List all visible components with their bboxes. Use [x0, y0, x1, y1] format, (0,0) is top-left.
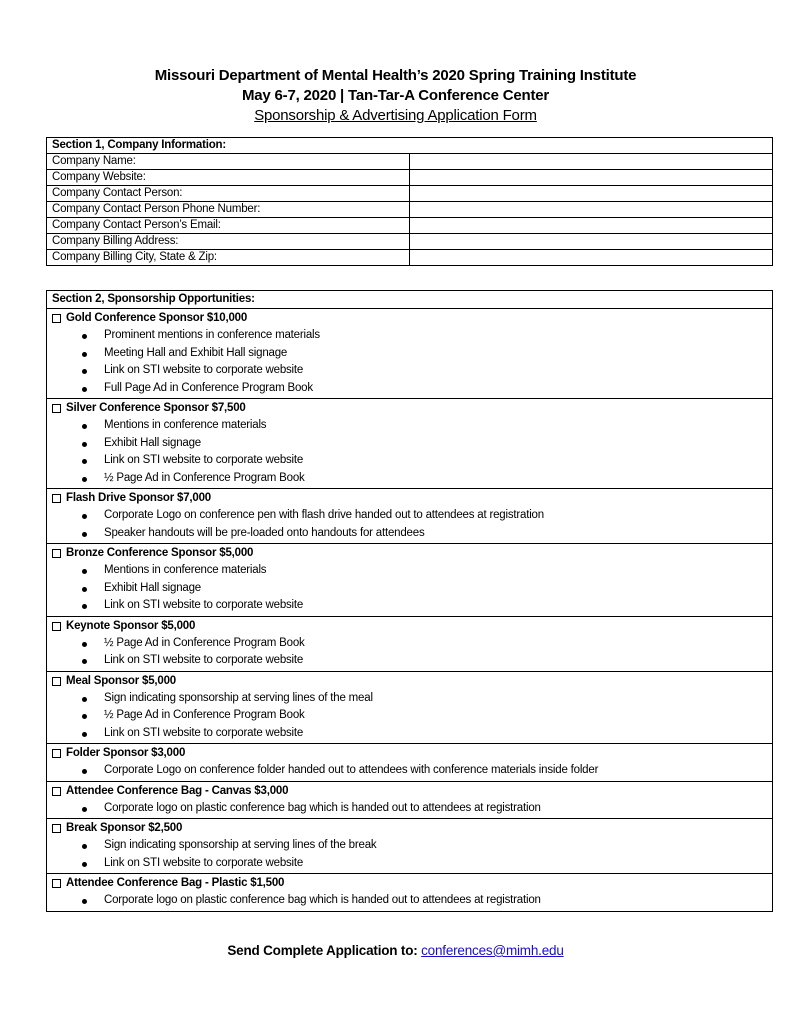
benefit-item: Full Page Ad in Conference Program Book: [52, 380, 772, 398]
benefit-item: Exhibit Hall signage: [52, 435, 772, 453]
sponsorship-checkbox[interactable]: [52, 314, 61, 323]
sponsorship-cell: [47, 544, 773, 617]
company-field-input[interactable]: [410, 154, 773, 170]
sponsorship-row: [47, 616, 773, 671]
sponsorship-checkbox[interactable]: [52, 749, 61, 758]
sponsorship-checkbox[interactable]: [52, 404, 61, 413]
benefit-item: Link on STI website to corporate website: [52, 362, 772, 380]
sponsorship-cell: [47, 671, 773, 744]
event-date-location: May 6-7, 2020 | Tan-Tar-A Conference Center: [241, 87, 550, 104]
company-field-label: Company Contact Person Phone Number:: [47, 202, 410, 218]
section2-header-row: [47, 291, 773, 309]
benefit-item: Corporate Logo on conference pen with flash drive handed out to attendees at registration: [52, 507, 772, 525]
sponsorship-row: [47, 671, 773, 744]
sponsorship-checkbox[interactable]: [52, 677, 61, 686]
footer: [0, 942, 791, 960]
company-field-input[interactable]: [410, 170, 773, 186]
form-title: Sponsorship & Advertising Application Form: [254, 107, 537, 124]
sponsorship-cell: [47, 399, 773, 489]
sponsorship-benefits-list: [52, 690, 772, 743]
benefit-item: ½ Page Ad in Conference Program Book: [52, 635, 772, 653]
company-field-label: Company Contact Person’s Email:: [47, 218, 410, 234]
sponsorship-cell: [47, 489, 773, 544]
sponsorship-title: Folder Sponsor $3,000: [66, 747, 186, 759]
sponsorship-option: [52, 820, 772, 837]
sponsorship-row: [47, 399, 773, 489]
benefit-item: Sign indicating sponsorship at serving lines of the break: [52, 837, 772, 855]
sponsorship-title: Silver Conference Sponsor $7,500: [66, 402, 246, 414]
sponsorship-option: [52, 490, 772, 507]
sponsorship-benefits-list: [52, 507, 772, 542]
sponsorship-cell: [47, 309, 773, 399]
sponsorship-option: [52, 673, 772, 690]
company-field-row: [47, 250, 773, 266]
sponsorship-checkbox[interactable]: [52, 879, 61, 888]
sponsorship-checkbox[interactable]: [52, 622, 61, 631]
benefit-item: Link on STI website to corporate website: [52, 597, 772, 615]
section1-header-row: [47, 138, 773, 154]
sponsorship-benefits-list: [52, 327, 772, 397]
sponsorship-checkbox[interactable]: [52, 824, 61, 833]
company-field-row: [47, 218, 773, 234]
sponsorship-benefits-list: [52, 635, 772, 670]
sponsorship-row: [47, 489, 773, 544]
benefit-item: Link on STI website to corporate website: [52, 725, 772, 743]
sponsorship-benefits-list: [52, 562, 772, 615]
company-field-input[interactable]: [410, 218, 773, 234]
sponsorship-cell: [47, 874, 773, 912]
sponsorship-cell: [47, 744, 773, 782]
sponsorship-cell: [47, 781, 773, 819]
company-field-label: Company Website:: [47, 170, 410, 186]
company-field-label: Company Name:: [47, 154, 410, 170]
benefit-item: Corporate Logo on conference folder handed out to attendees with conference materials inside folder: [52, 762, 772, 780]
section1-title: Section 1, Company Information:: [47, 138, 773, 154]
company-information-table: [46, 137, 773, 266]
company-field-row: [47, 186, 773, 202]
sponsorship-option: [52, 875, 772, 892]
benefit-item: Sign indicating sponsorship at serving lines of the meal: [52, 690, 772, 708]
company-field-label: Company Contact Person:: [47, 186, 410, 202]
document-title: Missouri Department of Mental Health’s 2020 Spring Training Institute: [154, 67, 637, 84]
company-field-input[interactable]: [410, 186, 773, 202]
sponsorship-benefits-list: [52, 762, 772, 780]
sponsorship-option: [52, 310, 772, 327]
benefit-item: Link on STI website to corporate website: [52, 855, 772, 873]
sponsorship-benefits-list: [52, 892, 772, 910]
sponsorship-title: Break Sponsor $2,500: [66, 822, 183, 834]
sponsorship-row: [47, 781, 773, 819]
company-field-row: [47, 154, 773, 170]
benefit-item: ½ Page Ad in Conference Program Book: [52, 707, 772, 725]
send-application-label: Send Complete Application to:: [227, 943, 418, 958]
benefit-item: Corporate logo on plastic conference bag which is handed out to attendees at registration: [52, 892, 772, 910]
sponsorship-row: [47, 744, 773, 782]
benefit-item: ½ Page Ad in Conference Program Book: [52, 470, 772, 488]
sponsorship-title: Meal Sponsor $5,000: [66, 674, 176, 687]
benefit-item: Speaker handouts will be pre-loaded onto handouts for attendees: [52, 525, 772, 543]
sponsorship-benefits-list: [52, 417, 772, 487]
sponsorship-title: Keynote Sponsor $5,000: [66, 619, 196, 632]
benefit-item: Link on STI website to corporate website: [52, 652, 772, 670]
sponsorship-option: [52, 545, 772, 562]
benefit-item: Prominent mentions in conference materials: [52, 327, 772, 345]
document-header: [0, 66, 791, 126]
benefit-item: Meeting Hall and Exhibit Hall signage: [52, 345, 772, 363]
sponsorship-cell: [47, 819, 773, 874]
sponsorship-option: [52, 618, 772, 635]
company-field-row: [47, 170, 773, 186]
benefit-item: Corporate logo on plastic conference bag which is handed out to attendees at registration: [52, 800, 772, 818]
sponsorship-checkbox[interactable]: [52, 549, 61, 558]
company-field-input[interactable]: [410, 202, 773, 218]
sponsorship-cell: [47, 616, 773, 671]
sponsorship-row: [47, 874, 773, 912]
benefit-item: Mentions in conference materials: [52, 417, 772, 435]
sponsorship-title: Flash Drive Sponsor $7,000: [66, 492, 212, 504]
sponsorship-checkbox[interactable]: [52, 494, 61, 503]
company-field-row: [47, 202, 773, 218]
benefit-item: Mentions in conference materials: [52, 562, 772, 580]
company-field-input[interactable]: [410, 250, 773, 266]
section2-title: Section 2, Sponsorship Opportunities:: [47, 291, 773, 309]
company-field-input[interactable]: [410, 234, 773, 250]
sponsorship-option: [52, 783, 772, 800]
company-field-label: Company Billing City, State & Zip:: [47, 250, 410, 266]
sponsorship-title: Attendee Conference Bag - Canvas $3,000: [66, 784, 289, 797]
sponsorship-row: [47, 544, 773, 617]
sponsorship-option: [52, 745, 772, 762]
sponsorship-title: Gold Conference Sponsor $10,000: [66, 312, 248, 324]
contact-email-link[interactable]: conferences@mimh.edu: [421, 943, 564, 958]
sponsorship-title: Bronze Conference Sponsor $5,000: [66, 547, 254, 559]
sponsorship-option: [52, 400, 772, 417]
sponsorship-row: [47, 309, 773, 399]
sponsorship-benefits-list: [52, 800, 772, 818]
company-field-row: [47, 234, 773, 250]
sponsorship-checkbox[interactable]: [52, 787, 61, 796]
sponsorship-opportunities-table: [46, 290, 773, 912]
benefit-item: Exhibit Hall signage: [52, 580, 772, 598]
sponsorship-title: Attendee Conference Bag - Plastic $1,500: [66, 877, 285, 889]
sponsorship-benefits-list: [52, 837, 772, 872]
company-field-label: Company Billing Address:: [47, 234, 410, 250]
sponsorship-row: [47, 819, 773, 874]
benefit-item: Link on STI website to corporate website: [52, 452, 772, 470]
